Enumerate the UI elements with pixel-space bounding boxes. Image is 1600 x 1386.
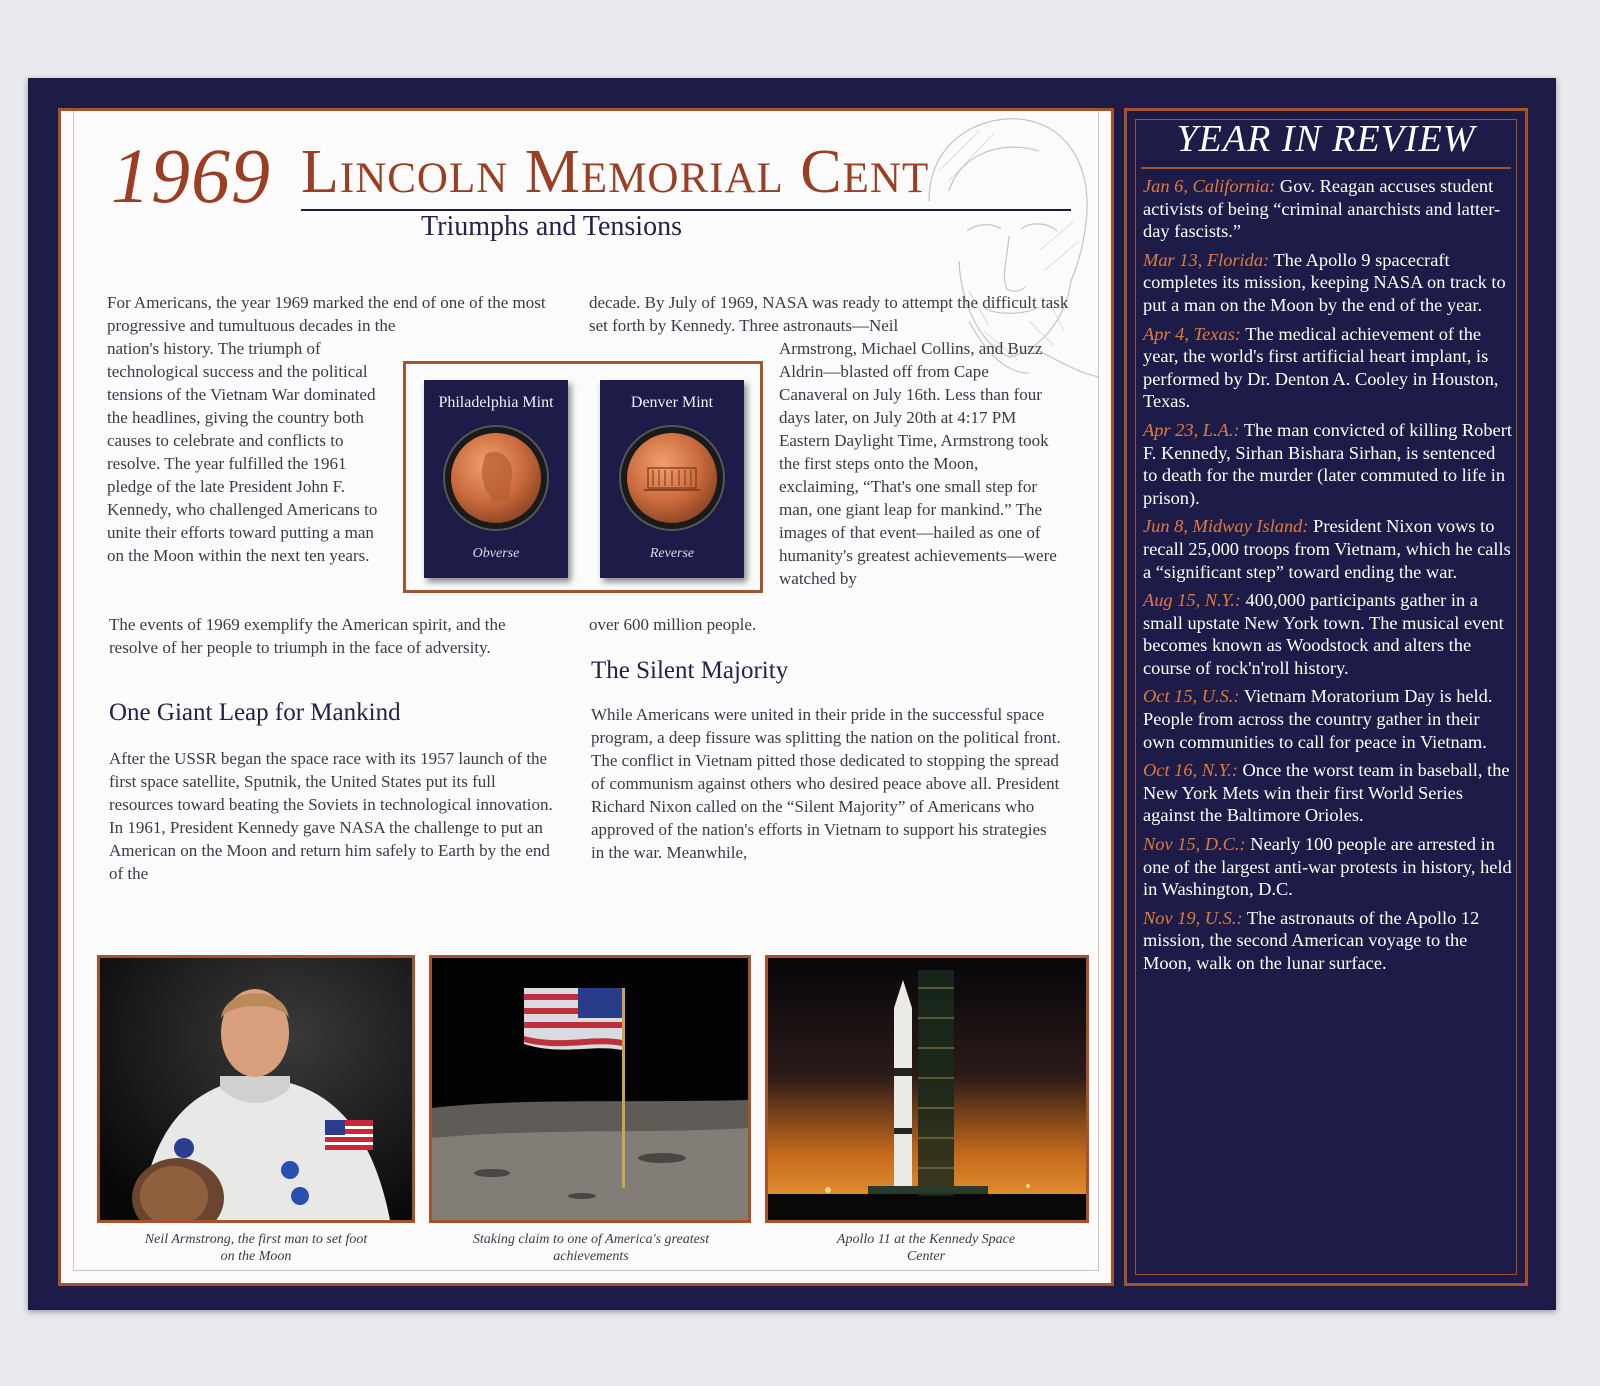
event-text: The medical achievement of the year, the world's first artificial heart implant, is performed by Dr. Denton A. Cooley in Houston, Texas. <box>1143 323 1499 412</box>
coin-side-label: Obverse <box>472 546 520 561</box>
event-date: Mar 13, Florida: <box>1143 249 1270 270</box>
event-text: The astronauts of the Apollo 12 mission, the second American voyage to the Moon, walk on the lunar surface. <box>1143 907 1480 973</box>
coin-display-frame <box>403 361 763 593</box>
event-text: Once the worst team in baseball, the New York Mets win their first World Series against the Baltimore Orioles. <box>1143 760 1510 826</box>
coin-side-label: Reverse <box>649 546 695 561</box>
section2-body: While Americans were united in their pride in the successful space program, a deep fissure was splitting the nation on the political front. The conflict in Vietnam pitted those dedicated to stopping the spread of communism against others who desired peace above all. President Richard Nixon called on the “Silent Majority” of Americans who approved of the nation's efforts in Vietnam to support his strategies in the war. Meanwhile, <box>591 705 1061 862</box>
col2-bottom: over 600 million people. <box>589 615 757 634</box>
event-item <box>1143 759 1513 827</box>
event-date: Apr 23, L.A.: <box>1143 419 1240 440</box>
year-in-review-title: YEAR IN REVIEW <box>1176 118 1476 160</box>
event-date: Nov 15, D.C.: <box>1143 834 1246 855</box>
event-item <box>1143 907 1513 975</box>
event-item <box>1143 685 1513 753</box>
event-item <box>1143 515 1513 583</box>
event-item <box>1143 175 1513 243</box>
event-item <box>1143 249 1513 317</box>
header-subtitle: Triumphs and Tensions <box>421 211 682 242</box>
photo-caption: Staking claim to one of America's greatest achievements <box>472 1232 710 1264</box>
event-text: Gov. Reagan accuses student activists of being “criminal anarchists and latter-day fascists.” <box>1143 176 1501 242</box>
coin-mint-label: Denver Mint <box>630 394 714 411</box>
col2-top: decade. By July of 1969, NASA was ready to attempt the difficult task set forth by Kennedy. Three astronauts—Neil <box>589 293 1069 335</box>
event-date: Oct 16, N.Y.: <box>1143 760 1238 781</box>
event-date: Apr 4, Texas: <box>1143 323 1241 344</box>
event-text: 400,000 participants gather in a small upstate New York town. The musical event becomes known as Woodstock and alters the course of rock'n'roll history. <box>1143 590 1504 678</box>
photo-armstrong <box>97 955 415 1223</box>
photo-caption: Apollo 11 at the Kennedy Space Center <box>836 1232 1016 1264</box>
main-panel <box>58 108 1114 1286</box>
intro-bottom: The events of 1969 exemplify the American spirit, and the resolve of her people to triumph in the face of adversity. <box>109 615 506 657</box>
coin-card-denver <box>600 380 744 578</box>
section2-heading: The Silent Majority <box>591 657 789 684</box>
intro-top: For Americans, the year 1969 marked the end of one of the most progressive and tumultuous decades in the <box>107 293 546 335</box>
header-year: 1969 <box>111 132 271 219</box>
event-text: The man convicted of killing Robert F. Kennedy, Sirhan Bishara Sirhan, is sentenced to death for the murder (later commuted to life in prison). <box>1143 419 1512 508</box>
header-rule <box>301 209 1071 211</box>
event-date: Aug 15, N.Y.: <box>1143 590 1241 611</box>
event-text: Nearly 100 people are arrested in one of the largest anti-war protests in history, held in Washington, D.C. <box>1143 834 1512 900</box>
intro-left: nation's history. The triumph of technological success and the political tensions of the Vietnam War dominated the headlines, giving the country both causes to celebrate and conflicts to resolve. The year fulfilled the 1961 pledge of the late President John F. Kennedy, who challenged Americans to unite their efforts toward putting a man on the Moon within the next ten years. <box>107 339 378 565</box>
year-in-review-panel <box>1124 108 1528 1286</box>
coin-mint-label: Philadelphia Mint <box>438 394 554 411</box>
year-in-review-rule <box>1141 167 1511 169</box>
event-date: Oct 15, U.S.: <box>1143 686 1240 707</box>
event-date: Nov 19, U.S.: <box>1143 907 1243 928</box>
photo-caption: Neil Armstrong, the first man to set foot on the Moon <box>144 1232 368 1264</box>
event-item <box>1143 323 1513 413</box>
section1-body: After the USSR began the space race with its 1957 launch of the first space satellite, Sputnik, the United States put its full resources toward beating the Soviets in technological innovation. In 1961, President Kennedy gave NASA the challenge to put an American on the Moon and return him safely to Earth by the end of the <box>109 749 553 883</box>
event-list <box>1143 175 1513 981</box>
header-title: Lincoln Memorial Cent <box>301 138 930 206</box>
reverse-penny-icon <box>618 424 726 532</box>
event-date: Jun 8, Midway Island: <box>1143 516 1309 537</box>
photo-moon-flag <box>429 955 751 1223</box>
obverse-penny-icon <box>442 424 550 532</box>
event-text: The Apollo 9 spacecraft completes its mission, keeping NASA on track to put a man on the Moon by the end of the year. <box>1143 249 1506 315</box>
event-item <box>1143 833 1513 901</box>
event-item <box>1143 589 1513 679</box>
col2-right: Armstrong, Michael Collins, and Buzz Aldrin—blasted off from Cape Canaveral on July 16th. Less than four days later, on July 20th at 4:17 PM Eastern Daylight Time, Armstrong took the first steps onto the Moon, exclaiming, “That's one small step for man, one giant leap for mankind.” The images of that event—hailed as one of humanity's greatest achievements—were watched by <box>779 339 1057 588</box>
event-text: President Nixon vows to recall 25,000 troops from Vietnam, which he calls a “significant step” toward ending the war. <box>1143 516 1511 582</box>
photo-apollo-launchpad <box>765 955 1089 1223</box>
coin-card-philadelphia <box>424 380 568 578</box>
section1-heading: One Giant Leap for Mankind <box>109 699 401 726</box>
display-board <box>28 78 1556 1310</box>
event-item <box>1143 419 1513 509</box>
event-date: Jan 6, California: <box>1143 176 1276 196</box>
event-text: Vietnam Moratorium Day is held. People from across the country gather in their own communities to call for peace in Vietnam. <box>1143 686 1493 752</box>
